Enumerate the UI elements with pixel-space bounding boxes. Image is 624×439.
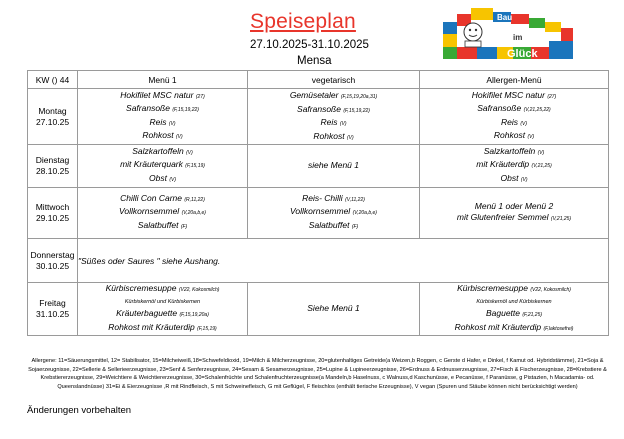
dish-line: mit Glutenfreier Semmel (V,21,25) bbox=[456, 212, 572, 222]
day-name: Mittwoch bbox=[35, 202, 70, 212]
dish-note: Kürbiskernöl und Kürbiskernen bbox=[476, 298, 552, 305]
dish-line: Safransoße (F,15,19,22) bbox=[126, 103, 199, 113]
dish-line: mit Kräuterquark (F,15,19) bbox=[120, 159, 205, 170]
date-range: 27.10.2025-31.10.2025 bbox=[250, 39, 369, 51]
allergen-cell bbox=[420, 89, 609, 145]
table-row-wednesday bbox=[28, 188, 609, 239]
menu-table bbox=[27, 70, 609, 336]
dish-line: Salzkartoffeln (V) bbox=[483, 145, 545, 156]
header-allergen-menu: Allergen-Menü bbox=[420, 71, 609, 89]
allergen-cell bbox=[420, 145, 609, 188]
page-title: Speiseplan bbox=[250, 10, 356, 33]
dish-line: Obst (V) bbox=[500, 172, 528, 183]
dish-line: Safransoße (V,21,25,22) bbox=[477, 103, 551, 113]
veg-cell bbox=[248, 89, 420, 145]
day-name: Donnerstag bbox=[30, 249, 75, 260]
day-date: 30.10.25 bbox=[35, 260, 70, 271]
day-date: 31.10.25 bbox=[35, 309, 70, 319]
dish-line: Hokifilet MSC natur (27) bbox=[471, 89, 557, 100]
day-name: Dienstag bbox=[35, 155, 70, 165]
table-row-tuesday bbox=[28, 145, 609, 188]
day-cell bbox=[28, 145, 78, 188]
table-row-friday bbox=[28, 283, 609, 336]
dish-line: Gemüsetaler (F,15,19,20a,31) bbox=[289, 90, 378, 100]
logo-text-glueck: Glück bbox=[507, 48, 538, 60]
dish-line: Menü 1 oder Menü 2 bbox=[474, 200, 554, 211]
dish-line: Chilli Con Carne (R,11,22) bbox=[120, 192, 205, 203]
dish-line: Kürbiscremesuppe (V22, Kokosmilch) bbox=[105, 283, 220, 293]
dish-note: Kürbiskernöl und Kürbiskernen bbox=[124, 298, 201, 305]
dish-line: Salatbuffet (F) bbox=[308, 219, 359, 230]
veg-cell bbox=[248, 188, 420, 239]
dish-line: Reis (V) bbox=[320, 117, 347, 127]
day-name: Freitag bbox=[39, 298, 66, 308]
dish-line: Kräuterbaguette (F,15,19,20a) bbox=[116, 308, 209, 318]
header-week: KW () 44 bbox=[28, 71, 78, 89]
dish-line: mit Kräuterdip (V,21,25) bbox=[476, 159, 552, 170]
day-date: 27.10.25 bbox=[35, 116, 70, 127]
dish-line: Vollkornsemmel (V,20a,b,e) bbox=[290, 206, 377, 217]
table-header-row bbox=[28, 71, 609, 89]
table-row-thursday bbox=[28, 239, 609, 283]
day-date: 28.10.25 bbox=[35, 166, 70, 176]
day-date: 29.10.25 bbox=[35, 213, 70, 223]
allergen-cell bbox=[420, 188, 609, 239]
dish-line: Rohkost (V) bbox=[493, 130, 535, 140]
header-menu1: Menü 1 bbox=[78, 71, 248, 89]
dish-line: Obst (V) bbox=[149, 172, 176, 183]
allergen-cell bbox=[420, 283, 609, 336]
thursday-notice: "Süßes oder Saures " siehe Aushang. bbox=[78, 239, 609, 283]
menu1-cell bbox=[78, 145, 248, 188]
day-cell bbox=[28, 239, 78, 283]
location-label: Mensa bbox=[297, 55, 332, 67]
menu1-cell bbox=[78, 283, 248, 336]
dish-line: Baguette (F,21,25) bbox=[485, 308, 543, 318]
day-cell bbox=[28, 188, 78, 239]
dish-line: Rohkost (V) bbox=[142, 130, 183, 140]
dish-line: Rohkost mit Kräuterdip (F,15,19) bbox=[108, 321, 217, 332]
veg-cell: siehe Menü 1 bbox=[248, 145, 420, 188]
dish-line: Rohkost (V) bbox=[313, 130, 354, 141]
dish-line: Salatbuffet (F) bbox=[137, 219, 188, 230]
dish-line: Salzkartoffeln (V) bbox=[132, 145, 193, 156]
bau-im-glueck-logo bbox=[441, 8, 575, 60]
dish-line: Kürbiscremesuppe (V22, Kokosmilch) bbox=[457, 283, 571, 293]
dish-line: Reis- Chilli (V,11,22) bbox=[302, 192, 365, 203]
veg-cell: Siehe Menü 1 bbox=[248, 283, 420, 336]
day-name: Montag bbox=[38, 105, 67, 116]
dish-line: Hokifilet MSC natur (27) bbox=[120, 89, 205, 100]
day-cell bbox=[28, 283, 78, 336]
menu1-cell bbox=[78, 188, 248, 239]
menu1-cell bbox=[78, 89, 248, 145]
logo-text-bau: Bau bbox=[497, 13, 513, 22]
dish-line: Vollkornsemmel (V,20a,b,e) bbox=[119, 206, 206, 217]
logo-text-im: im bbox=[513, 33, 523, 42]
table-row-monday bbox=[28, 89, 609, 145]
dish-line: Safransoße (F,15,19,22) bbox=[297, 103, 370, 114]
header-vegetarian: vegetarisch bbox=[248, 71, 420, 89]
dish-line: Reis (V) bbox=[149, 116, 176, 127]
dish-line: Rohkost mit Kräuterdip (F,laktosefrei) bbox=[454, 321, 574, 332]
day-cell bbox=[28, 89, 78, 145]
footer-note: Änderungen vorbehalten bbox=[27, 405, 132, 416]
dish-line: Reis (V) bbox=[500, 116, 528, 127]
allergen-legend: Allergene: 11=Säuerungsmittel, 12= Stabilisator, 15=Milcheiweiß,18=Schwefeldioxid, 19=Milch & Milcherzeugnisse, 20=glutenhaltiges Getreide(a Weizen,b Roggen, c Gerste d Hafer, e Dinkel, f Kamut od. Hybridstämme), 21=Soja & Sojaerzeugnisse, 22=Sellerie & Sellerieerzeugnisse, 23=Senf & Senferzeugnisse, 24=Sesam & Sesamerzeugnisse, 25=Lupine & Lupineerzeugnisse, 26=Erdnuss & Erdnusserzeugnisse, 27=Fisch & Fischerzeugnisse, 28=Krebstiere & Krebstiererzeugnisse, 29=Weichtiere & Weichtiererzeugnisse, 30=Schalenfrüchte und Schalenfruchterzeugnisse(a Mandeln,b Haselnuss, c Walnuss,d Kaschunüsse, e Pecanüsse, f Paranüsse, g Pistazien, h Macadamia- od. Queenslandnüsse) 31=Ei & Eierzeugnisse ,R mit Rindfleisch, S mit Schweinefleisch, G mit Geflügel, F fleischlos (enthält tierische Erzeugnisse), V vegan (Spuren und Stäube können nicht berücksichtigt werden) bbox=[28, 358, 607, 390]
